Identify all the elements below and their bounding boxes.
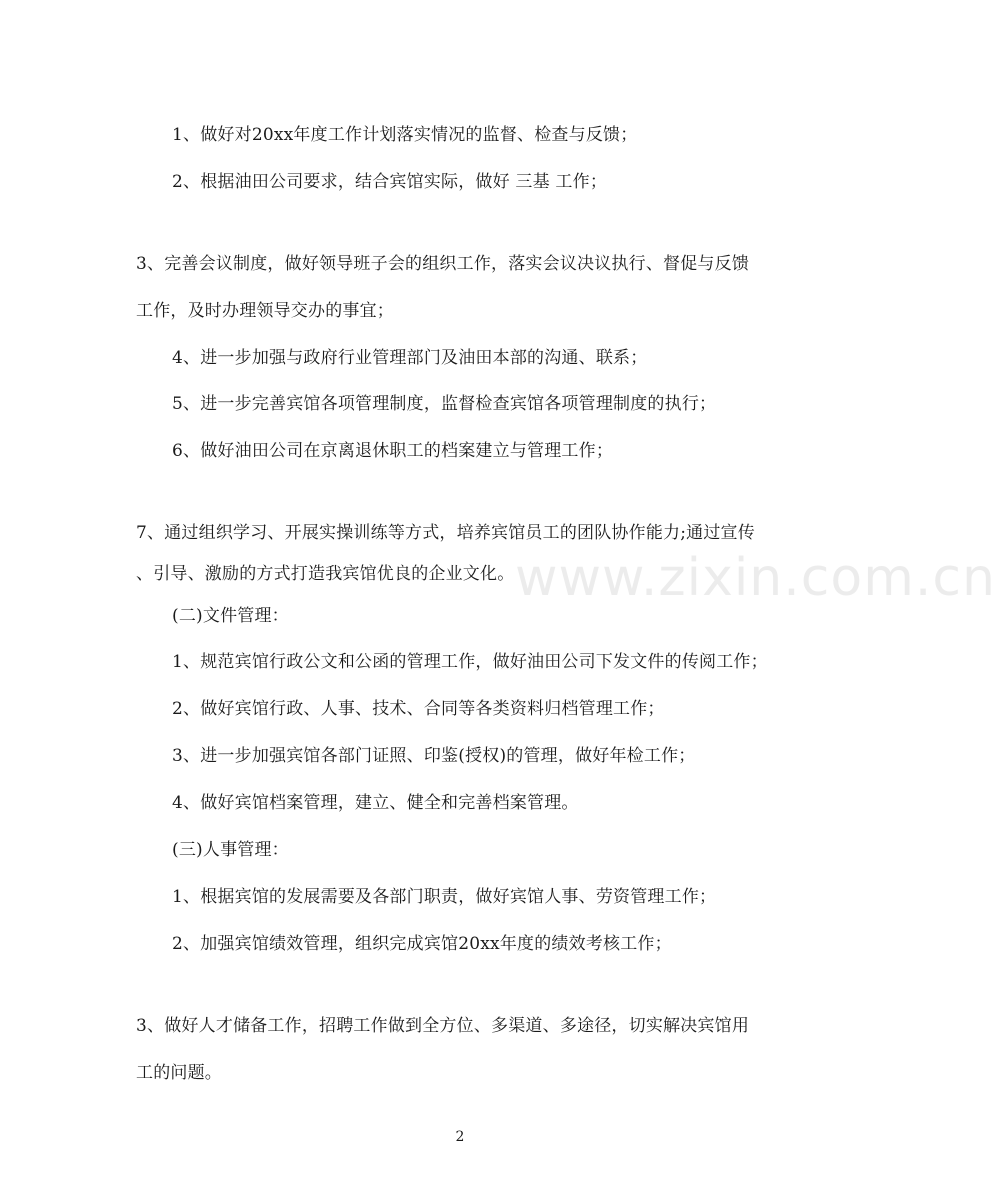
page-number: 2: [455, 1129, 465, 1145]
paragraph-line: 4、做好宾馆档案管理，建立、健全和完善档案管理。: [172, 793, 579, 813]
paragraph-line: 2、做好宾馆行政、人事、技术、合同等各类资料归档管理工作；: [172, 699, 665, 719]
paragraph-line: 1、做好对20xx年度工作计划落实情况的监督、检查与反馈；: [172, 125, 638, 145]
paragraph-line: 、引导、激励的方式打造我宾馆优良的企业文化。: [136, 564, 515, 584]
paragraph-line: 3、做好人才储备工作，招聘工作做到全方位、多渠道、多途径，切实解决宾馆用: [136, 1016, 750, 1036]
paragraph-line: 工作，及时办理领导交办的事宜；: [136, 301, 394, 321]
watermark: www.zixin.com.cn: [515, 548, 996, 608]
paragraph-line: 1、根据宾馆的发展需要及各部门职责，做好宾馆人事、劳资管理工作；: [172, 887, 717, 907]
paragraph-line: 5、进一步完善宾馆各项管理制度，监督检查宾馆各项管理制度的执行；: [172, 394, 717, 414]
section-heading: (三)人事管理：: [172, 840, 289, 860]
paragraph-line: 4、进一步加强与政府行业管理部门及油田本部的沟通、联系；: [172, 348, 648, 368]
paragraph-line: 3、进一步加强宾馆各部门证照、印鉴(授权)的管理，做好年检工作；: [172, 746, 696, 766]
section-heading: (二)文件管理：: [172, 606, 289, 626]
paragraph-line: 工的问题。: [136, 1063, 222, 1083]
paragraph-line: 1、规范宾馆行政公文和公函的管理工作，做好油田公司下发文件的传阅工作；: [172, 652, 768, 672]
paragraph-line: 3、完善会议制度，做好领导班子会的组织工作，落实会议决议执行、督促与反馈: [136, 254, 750, 274]
paragraph-line: 6、做好油田公司在京离退休职工的档案建立与管理工作；: [172, 441, 614, 461]
paragraph-line: 2、根据油田公司要求，结合宾馆实际，做好 三基 工作；: [172, 172, 608, 192]
paragraph-line: 2、加强宾馆绩效管理，组织完成宾馆20xx年度的绩效考核工作；: [172, 934, 672, 954]
paragraph-line: 7、通过组织学习、开展实操训练等方式，培养宾馆员工的团队协作能力;通过宣传: [136, 523, 755, 543]
